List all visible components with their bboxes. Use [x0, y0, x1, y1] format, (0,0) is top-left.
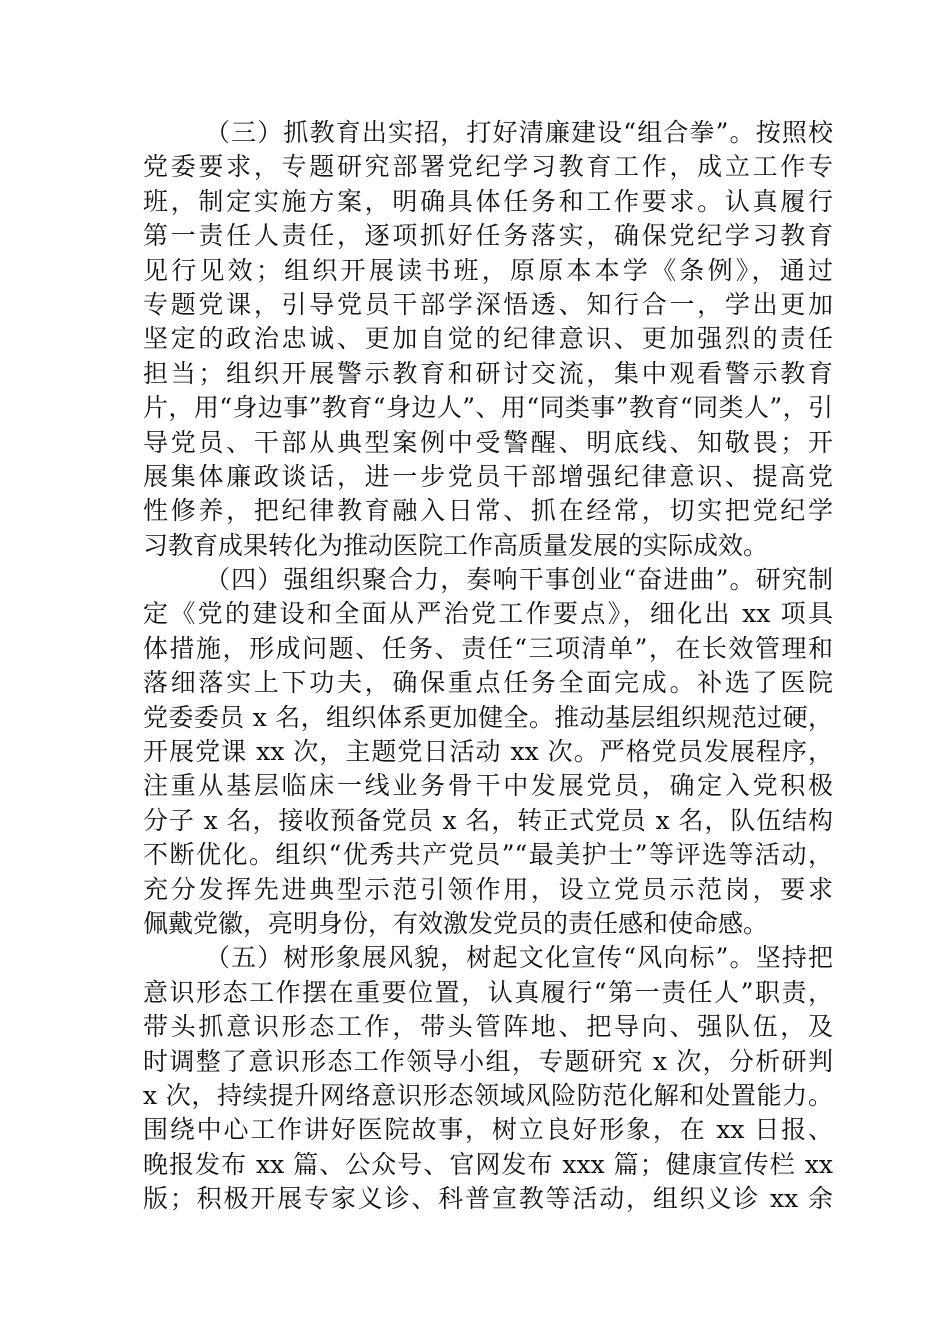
text-line: 晚报发布 xx 篇、公众号、官网发布 xxx 篇；健康宣传栏 xx [143, 1149, 833, 1179]
text-line: 不断优化。组织“优秀共产党员”“最美护士”等评选等活动， [143, 840, 833, 870]
text-line: 落细落实上下功夫，确保重点任务全面完成。补选了医院 [143, 668, 833, 698]
text-line: 版；积极开展专家义诊、科普宣教等活动，组织义诊 xx 余 [143, 1184, 833, 1214]
text-line: 注重从基层临床一线业务骨干中发展党员，确定入党积极 [143, 771, 833, 801]
text-line: 导党员、干部从典型案例中受警醒、明底线、知敬畏；开 [143, 427, 833, 457]
text-line: （三）抓教育出实招，打好清廉建设“组合拳”。按照校 [205, 118, 833, 147]
text-line: x 次，持续提升网络意识形态领域风险防范化解和处置能力。 [143, 1080, 833, 1110]
text-line: 班，制定实施方案，明确具体任务和工作要求。认真履行 [143, 186, 833, 216]
text-line: 坚定的政治忠诚、更加自觉的纪律意识、更加强烈的责任 [143, 324, 833, 354]
text-line: 党委委员 x 名，组织体系更加健全。推动基层组织规范过硬， [143, 702, 833, 732]
text-line: 分子 x 名，接收预备党员 x 名，转正式党员 x 名，队伍结构 [143, 805, 833, 835]
document-body [143, 116, 833, 1217]
text-line: 开展党课 xx 次，主题党日活动 xx 次。严格党员发展程序， [143, 737, 833, 767]
text-line: 担当；组织开展警示教育和研讨交流，集中观看警示教育 [143, 358, 833, 388]
text-line: 第一责任人责任，逐项抓好任务落实，确保党纪学习教育 [143, 221, 833, 251]
text-line: 意识形态工作摆在重要位置，认真履行“第一责任人”职责， [143, 977, 833, 1007]
text-line: （四）强组织聚合力，奏响干事创业“奋进曲”。研究制 [205, 565, 833, 595]
text-line: 时调整了意识形态工作领导小组，专题研究 x 次，分析研判 [143, 1046, 833, 1076]
text-line: （五）树形象展风貌，树起文化宣传“风向标”。坚持把 [205, 943, 833, 973]
text-line: 见行见效；组织开展读书班，原原本本学《条例》，通过 [143, 255, 833, 285]
text-line: 党委要求，专题研究部署党纪学习教育工作，成立工作专 [143, 152, 833, 182]
text-line: 性修养，把纪律教育融入日常、抓在经常，切实把党纪学 [143, 496, 833, 526]
text-line: 充分发挥先进典型示范引领作用，设立党员示范岗，要求 [143, 874, 833, 904]
paragraph-5 [143, 941, 833, 1216]
paragraph-3 [143, 116, 833, 563]
paragraph-4 [143, 563, 833, 941]
text-line: 带头抓意识形态工作，带头管阵地、把导向、强队伍，及 [143, 1012, 833, 1042]
text-line: 体措施，形成问题、任务、责任“三项清单”，在长效管理和 [143, 633, 833, 663]
text-line: 片，用“身边事”教育“身边人”、用“同类事”教育“同类人”，引 [143, 393, 833, 423]
text-line: 习教育成果转化为推动医院工作高质量发展的实际成效。 [143, 530, 769, 560]
text-line: 定《党的建设和全面从严治党工作要点》，细化出 xx 项具 [143, 599, 833, 629]
text-line: 专题党课，引导党员干部学深悟透、知行合一，学出更加 [143, 289, 833, 319]
text-line: 展集体廉政谈话，进一步党员干部增强纪律意识、提高党 [143, 461, 833, 491]
text-line: 佩戴党徽，亮明身份，有效激发党员的责任感和使命感。 [143, 908, 769, 938]
text-line: 围绕中心工作讲好医院故事，树立良好形象，在 xx 日报、 [143, 1115, 833, 1145]
